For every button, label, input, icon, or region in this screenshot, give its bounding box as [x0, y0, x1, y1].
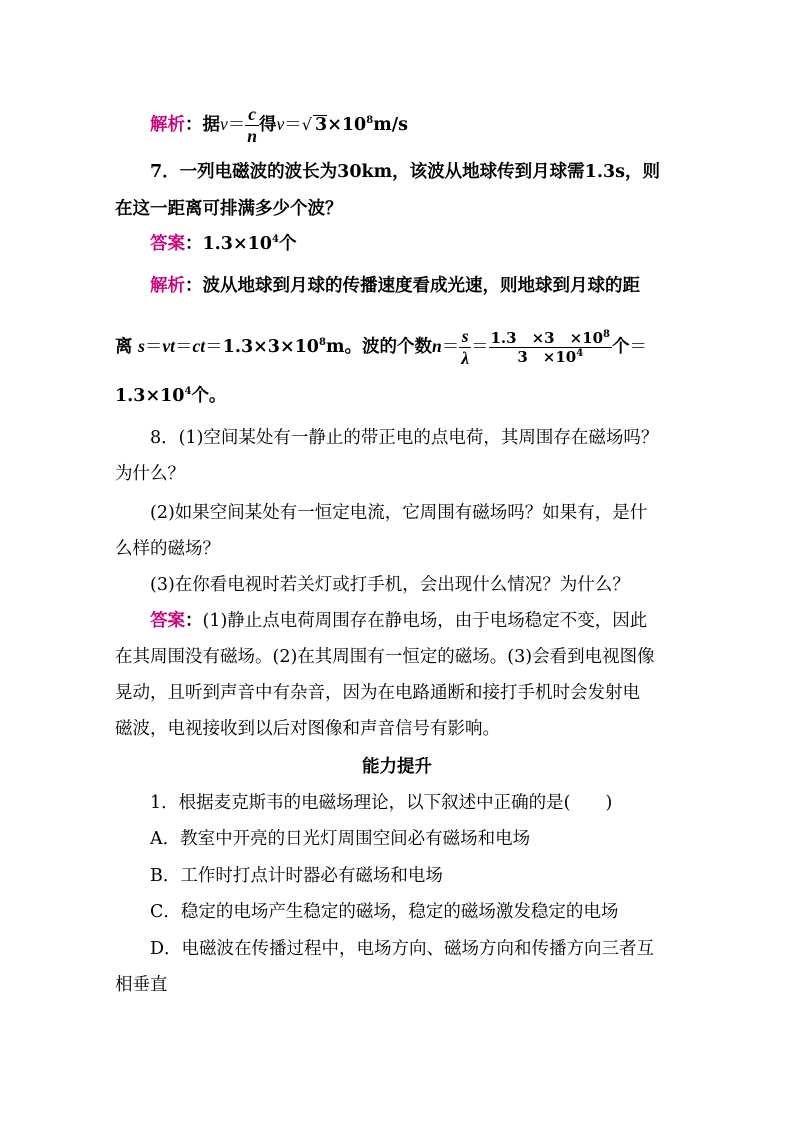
q8-answer-line-4: 磁波，电视接收到以后对图像和声音信号有影响。: [115, 719, 500, 739]
fraction-c-over-n: $\frac{c}{n}$: [247, 104, 258, 146]
q6-analysis-line: 解析：据v＝ $\frac{c}{n}$ 得v＝√ $3\times 10^8m/s$: [150, 104, 408, 146]
fraction-numeric: $\frac{1.3 \times 3 \times 10^8}{3 \times 10^4}$: [490, 328, 611, 366]
p1-option-b: B．工作时打点计时器必有磁场和电场: [150, 866, 443, 886]
answer-label: 答案: [150, 234, 185, 254]
q7-analysis-line-1: 解析：波从地球到月球的传播速度看成光速，则地球到月球的距: [150, 276, 640, 296]
q8-answer-line-2: 在其周围没有磁场。(2)在其周围有一恒定的磁场。(3)会看到电视图像: [115, 647, 655, 667]
q8-stem-line-1: 8．(1)空间某处有一静止的带正电的点电荷，其周围存在磁场吗？: [150, 428, 659, 448]
sqrt-argument: 3: [315, 115, 328, 135]
q8-answer-line-1: 答案：(1)静止点电荷周围存在静电场，由于电场稳定不变，因此: [150, 611, 648, 631]
q8-answer-line-3: 晃动，且听到声音中有杂音，因为在电路通断和接打手机时会发射电: [115, 683, 640, 703]
analysis-label: 解析: [150, 276, 185, 296]
q7-stem-line-1: 7．一列电磁波的波长为30km，该波从地球传到月球需1.3s，则: [150, 162, 660, 182]
sqrt-symbol: √: [301, 115, 312, 134]
q7-analysis-line-2: 离 $s=vt=ct=1.3\times 3\times 10^8m$。波的个数n＝ $\frac{s}{\lambda}$ ＝ $\frac{1.3 \times 3 \times 10^8}{3 \times 10^4}$ 个＝: [115, 326, 648, 368]
p1-option-d-line-1: D．电磁波在传播过程中，电场方向、磁场方向和传播方向三者互: [150, 939, 655, 959]
q7-answer-line: 答案：$1.3\times 10^4$个: [150, 234, 297, 254]
fraction-s-over-lambda: $\frac{s}{\lambda}$: [461, 326, 469, 368]
q8-stem-line-5: (3)在你看电视时若关灯或打手机，会出现什么情况？为什么？: [150, 575, 630, 595]
q8-stem-line-3: (2)如果空间某处有一恒定电流，它周围有磁场吗？如果有，是什: [150, 503, 648, 523]
q8-stem-line-4: 么样的磁场？: [115, 539, 220, 559]
q7-stem-line-2: 在这一距离可排满多少个波？: [115, 199, 343, 219]
answer-label: 答案: [150, 611, 185, 631]
p1-option-d-line-2: 相垂直: [115, 975, 168, 995]
p1-option-c: C．稳定的电场产生稳定的磁场，稳定的磁场激发稳定的电场: [150, 902, 619, 922]
analysis-label: 解析: [150, 115, 185, 135]
q7-analysis-line-3: $1.3\times 10^4$个。: [115, 386, 227, 406]
q8-stem-line-2: 为什么？: [115, 464, 185, 484]
p1-option-a: A．教室中开亮的日光灯周围空间必有磁场和电场: [150, 829, 531, 849]
section-heading: 能力提升: [362, 757, 432, 777]
p1-stem: 1．根据麦克斯韦的电磁场理论，以下叙述中正确的是( ): [150, 793, 613, 813]
